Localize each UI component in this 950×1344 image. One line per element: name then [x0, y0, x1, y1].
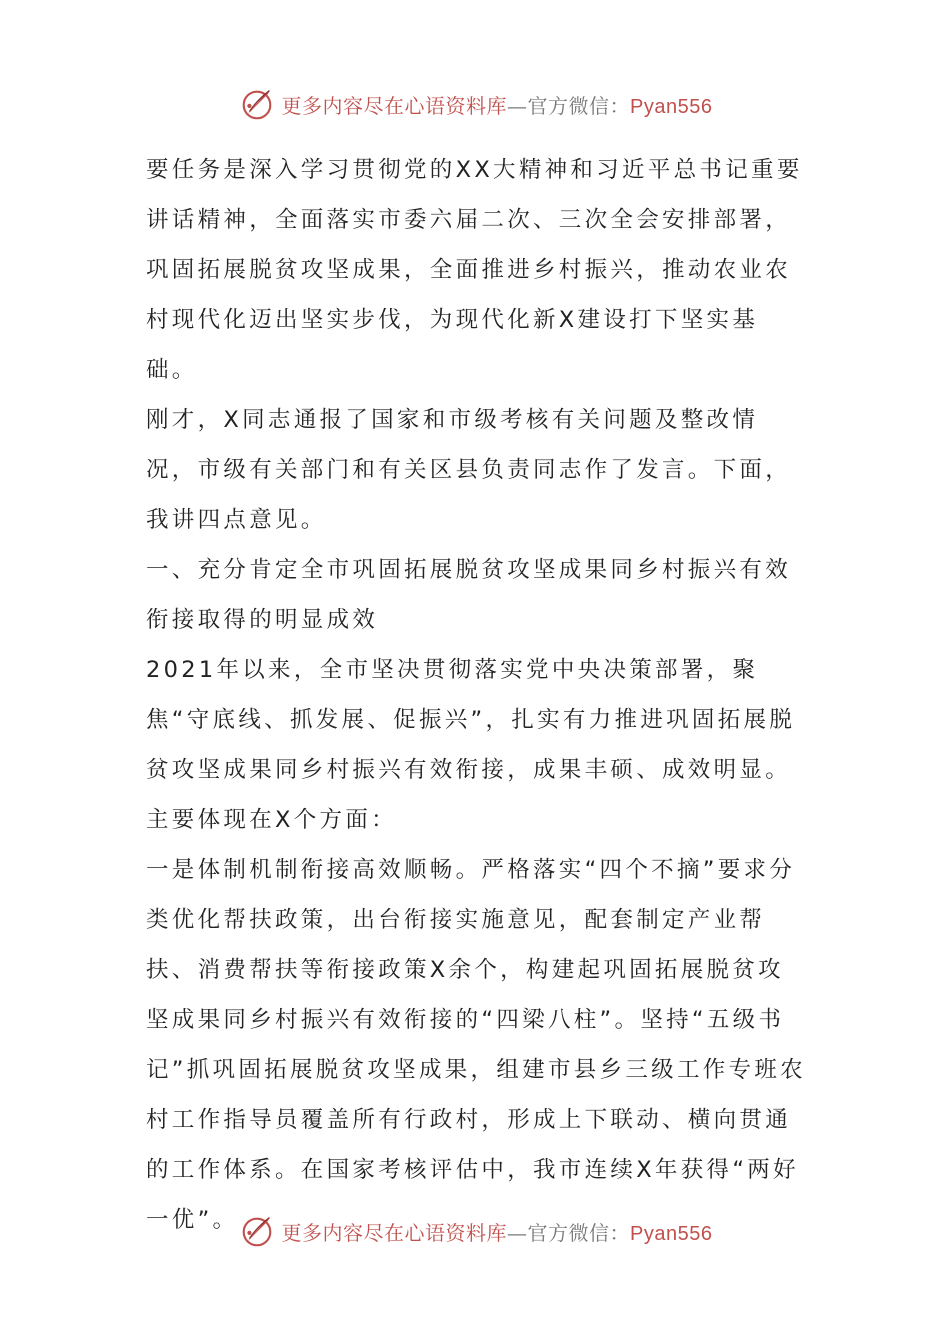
- header-banner: [0, 84, 950, 124]
- paragraph-mechanism: 一是体制机制衔接高效顺畅。严格落实“四个不摘”要求分类优化帮扶政策，出台衔接实施意见，配套制定产业帮扶、消费帮扶等衔接政策X余个，构建起巩固拓展脱贫攻坚成果同乡村振兴有效衔接的“四梁八柱”。坚持“五级书记”抓巩固拓展脱贫攻坚成果，组建市县乡三级工作专班农村工作指导员覆盖所有行政村，形成上下联动、横向贯通的工作体系。在国家考核评估中，我市连续X年获得“两好一优”。: [146, 857, 806, 1233]
- document-body: [146, 145, 806, 1245]
- wechat-label: 官方微信：: [527, 1220, 631, 1245]
- wechat-id: Pyan556: [630, 1222, 713, 1245]
- quill-logo-icon: [238, 1212, 276, 1250]
- banner-dash: —: [507, 1220, 528, 1245]
- wechat-id: Pyan556: [630, 95, 713, 118]
- quill-logo-icon: [238, 85, 276, 123]
- banner-text: 更多内容尽在心语资料库: [281, 1220, 508, 1245]
- wechat-label: 官方微信：: [527, 93, 631, 118]
- paragraph-achievements: 2021年以来，全市坚决贯彻落实党中央决策部署，聚焦“守底线、抓发展、促振兴”，扎实有力推进巩固拓展脱贫攻坚成果同乡村振兴有效衔接，成果丰硕、成效明显。主要体现在X个方面：: [146, 657, 796, 833]
- paragraph-report: 刚才，X同志通报了国家和市级考核有关问题及整改情况，市级有关部门和有关区县负责同志作了发言。下面，我讲四点意见。: [146, 407, 792, 533]
- section-heading-one: 一、充分肯定全市巩固拓展脱贫攻坚成果同乡村振兴有效衔接取得的明显成效: [146, 557, 792, 633]
- paragraph-intro: 要任务是深入学习贯彻党的XX大精神和习近平总书记重要讲话精神，全面落实市委六届二次、三次全会安排部署，巩固拓展脱贫攻坚成果，全面推进乡村振兴，推动农业农村现代化迈出坚实步伐，为现代化新X建设打下坚实基础。: [146, 157, 803, 383]
- banner-dash: —: [507, 93, 528, 118]
- banner-text: 更多内容尽在心语资料库: [281, 93, 508, 118]
- footer-banner: [0, 1211, 950, 1251]
